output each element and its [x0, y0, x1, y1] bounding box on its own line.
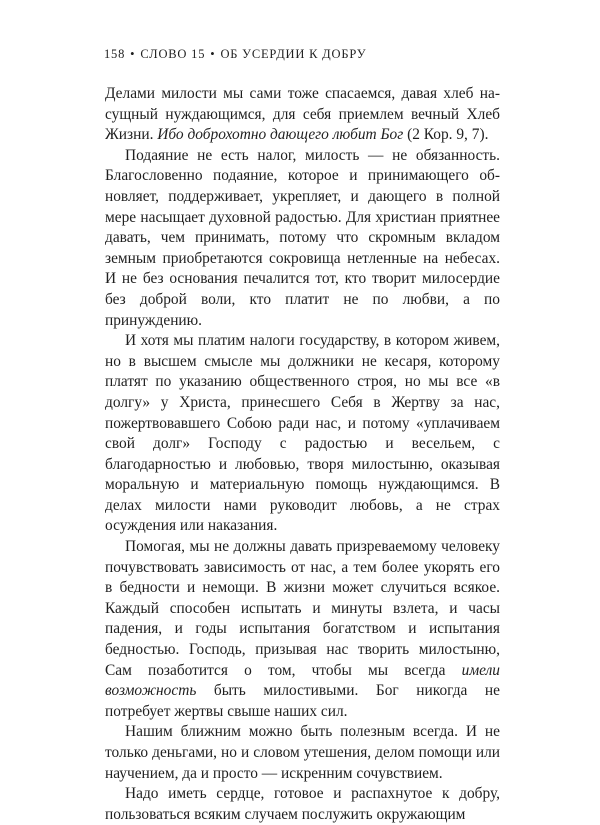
chapter-title: СЛОВО 15 — [140, 47, 206, 61]
paragraph-4 — [105, 537, 500, 722]
paragraph-6: Надо иметь сердце, готовое и распахнутое к добру, пользоваться всяким случаем послужить окружающим — [105, 785, 500, 823]
paragraph-1 — [105, 84, 500, 146]
scripture-reference: (2 Кор. 9, 7). — [403, 126, 489, 144]
separator-bullet: • — [130, 47, 136, 61]
paragraph-2: Подаяние не есть налог, милость — не обязанность. Благословенно подаяние, которое и принимающего обновляет, поддерживает, укрепляет, и дающего в полной мере насыщает духовной радостью. Для христиан приятнее давать, чем принимать, потому что скромным вкладом земным приобретаются сокровища нетленные на небесах. И не без основания печалится тот, кто творит милосердие без доброй воли, кто платит не по любви, а по принуждению. — [105, 146, 500, 329]
page-number: 158 — [104, 47, 126, 61]
paragraph-1-text-a: Делами милости мы сами тоже спасаемся, давая хлеб насущный нуждающимся, для себя приемлем вечный Хлеб Жизни. — [105, 85, 500, 144]
emphasis-text: имели возможность — [105, 661, 500, 700]
paragraph-4-text-b: быть милостивыми. Бог никогда не потребует жертвы свыше наших сил. — [105, 682, 500, 720]
paragraph-3: И хотя мы платим налоги государству, в котором живем, но в высшем смысле мы должники не кесаря, которому платят по указанию общественного строя, но мы все «в долгу» у Христа, принесшего Себя в Жертву за нас, пожертвовавшего Собою ради нас, и потому «уплачиваем свой долг» Господу с радостью и весельем, с благодарностью и любовью, творя милостыню, оказывая моральную и материальную помощь нуждающимся. В делах милости нами руководит любовь, а не страх осуждения или наказания. — [105, 332, 500, 535]
running-head — [104, 47, 366, 62]
section-title: ОБ УСЕРДИИ К ДОБРУ — [220, 47, 367, 61]
paragraph-5: Нашим ближним можно быть полезным всегда. И не только деньгами, но и словом утешения, делом помощи или научением, да и просто — искренним сочувствием. — [105, 723, 500, 782]
paragraph-4-text-a: Помогая, мы не должны давать призреваемому человеку почувствовать зависимость от нас, а тем более укорять его в бедности и немощи. В жизни может случиться всякое. Каждый способен испытать и минуты взлета, и часы падения, и годы испытания богатством и испытания бедностью. Господь, призывая нас творить милостыню, Сам позаботится о том, чтобы мы всегда — [105, 538, 500, 679]
body-text — [105, 84, 500, 825]
scripture-quote: Ибо доброхотно дающего любит Бог — [157, 126, 404, 144]
separator-bullet: • — [210, 47, 216, 61]
